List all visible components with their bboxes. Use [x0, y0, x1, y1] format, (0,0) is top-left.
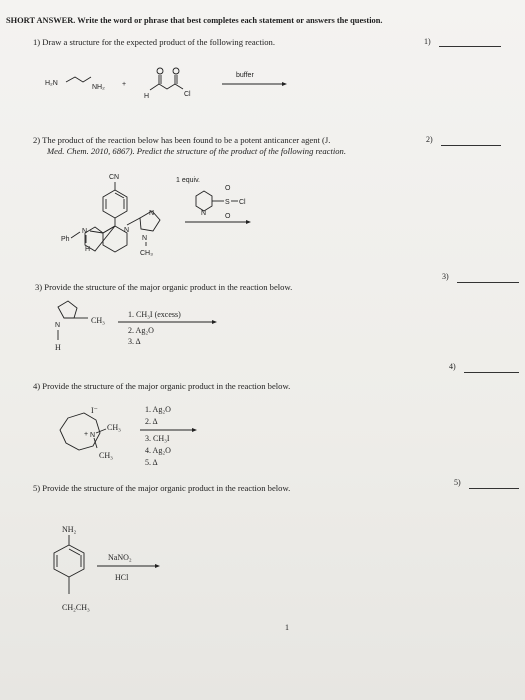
- r2-cn-label: CN: [109, 174, 120, 181]
- r3-step2: 2. Ag₂O: [128, 326, 154, 335]
- r2-cl: Cl: [239, 199, 246, 206]
- question-5-text: 5) Provide the structure of the major organic product in the reaction below.: [33, 483, 291, 493]
- r3-ch3: CH₃: [91, 316, 105, 325]
- r4-step4: 4. Ag₂O: [145, 446, 171, 455]
- section-header: SHORT ANSWER. Write the word or phrase that best completes each statement or answers the question.: [6, 16, 383, 25]
- r1-nh2-label: NH₂: [92, 84, 105, 91]
- r2-nh-n: N: [82, 228, 88, 235]
- answer-3-label: 3): [442, 272, 449, 281]
- answer-2-label: 2): [426, 135, 433, 144]
- r2-nh-h: H: [85, 246, 91, 253]
- r3-n: N: [55, 322, 61, 329]
- r1-h-label: H: [144, 93, 150, 100]
- r1-h2n-label: H₂N: [45, 80, 58, 87]
- r4-step5: 5. Δ: [145, 458, 158, 467]
- r4-ch3b: CH₃: [99, 451, 113, 460]
- page-number: 1: [285, 623, 289, 632]
- r3-step3: 3. Δ: [128, 337, 141, 346]
- r5-ethyl: CH₂CH₃: [62, 603, 90, 612]
- r4-iodide: I⁻: [91, 406, 98, 415]
- r2-o-top: O: [225, 185, 231, 192]
- r2-o-bottom: O: [225, 213, 231, 220]
- r2-pyr-n: N: [201, 210, 207, 217]
- r5-nh2: NH₂: [62, 525, 77, 534]
- r3-step1: 1. CH₃I (excess): [128, 310, 181, 319]
- question-2-text-line2: Med. Chem. 2010, 6867). Predict the structure of the product of the following reaction.: [47, 146, 346, 156]
- question-3-text: 3) Provide the structure of the major organic product in the reaction below.: [35, 282, 293, 292]
- r5-reagent-bottom: HCl: [115, 573, 129, 582]
- r2-imid-n1: N: [149, 210, 155, 217]
- r1-plus: +: [122, 81, 127, 88]
- r5-reagent-top: NaNO₂: [108, 553, 132, 562]
- r1-cl-label: Cl: [184, 91, 191, 98]
- answer-4-label: 4): [449, 362, 456, 371]
- question-1-text: 1) Draw a structure for the expected product of the following reaction.: [33, 37, 275, 47]
- r4-step1: 1. Ag₂O: [145, 405, 171, 414]
- r2-ch3-label: CH₃: [140, 250, 153, 257]
- r5-arrowhead: [155, 564, 160, 568]
- r2-imid-n2: N: [142, 235, 148, 242]
- r2-equiv: 1 equiv.: [176, 177, 200, 184]
- question-2-text-line1: 2) The product of the reaction below has been found to be a potent anticancer agent (J.: [33, 135, 331, 145]
- r4-step2: 2. Δ: [145, 417, 158, 426]
- r4-plus: +: [84, 431, 89, 438]
- r2-pip-n: N: [124, 227, 130, 234]
- r4-step3: 3. CH₃I: [145, 434, 170, 443]
- answer-5-label: 5): [454, 478, 461, 487]
- r4-ch3a: CH₃: [107, 423, 121, 432]
- r2-s: S: [225, 199, 230, 206]
- answer-1-label: 1): [424, 37, 431, 46]
- question-4-text: 4) Provide the structure of the major organic product in the reaction below.: [33, 381, 291, 391]
- r5-benzene: [54, 545, 84, 577]
- r1-reagent: buffer: [236, 72, 254, 79]
- r2-ph-label: Ph: [61, 236, 70, 243]
- r4-n: N: [90, 432, 96, 439]
- r3-h: H: [55, 343, 61, 352]
